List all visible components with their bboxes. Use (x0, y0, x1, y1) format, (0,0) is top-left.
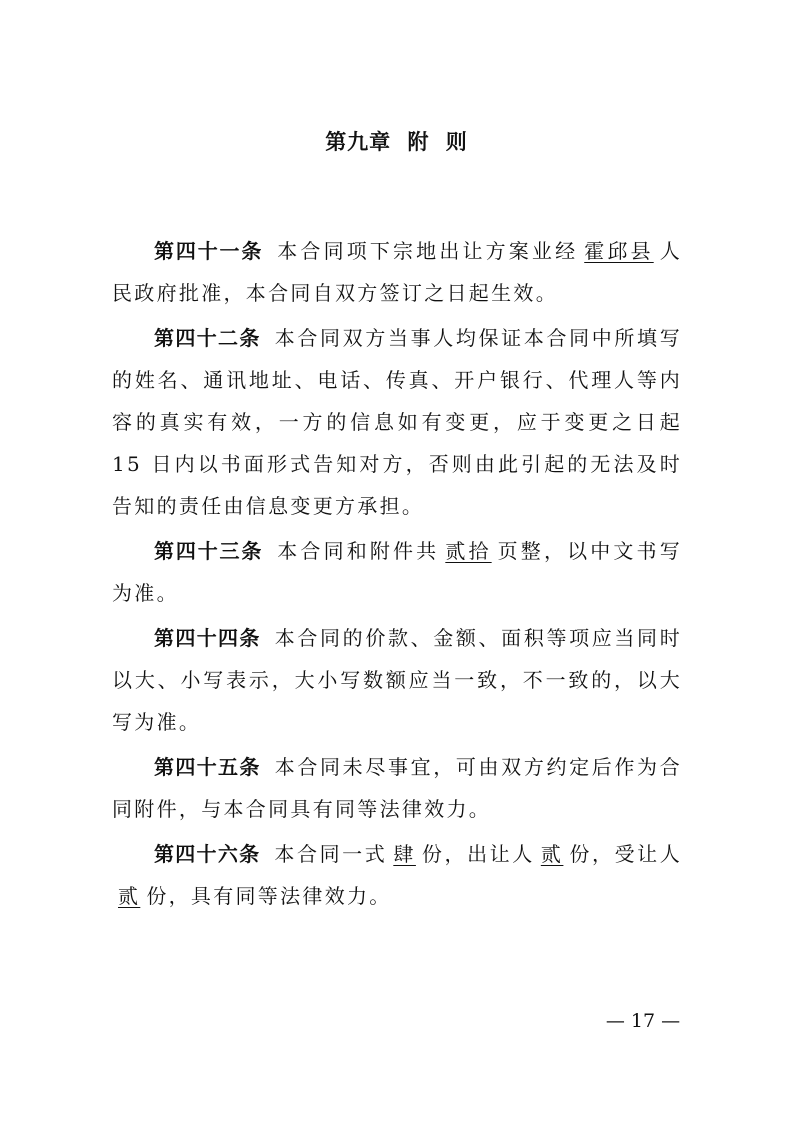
clause-number: 第四十二条 (154, 326, 261, 350)
filled-blank: 贰拾 (445, 539, 492, 563)
clause-44 (112, 617, 682, 743)
clause-43 (112, 530, 682, 614)
clause-text: 本合同的价款、金额、面积等项应当同时以大、小写表示，大小写数额应当一致，不一致的，以大写为准。 (112, 626, 683, 734)
clause-text: 本合同和附件共 (277, 539, 440, 563)
clause-number: 第四十一条 (154, 239, 264, 263)
clause-46 (112, 833, 682, 917)
clause-45 (112, 746, 682, 830)
clause-text: 本合同双方当事人均保证本合同中所填写的姓名、通讯地址、电话、传真、开户银行、代理人等内容的真实有效，一方的信息如有变更，应于变更之日起 15 日内以书面形式告知对方，否则由此引起的无法及时告知的责任由信息变更方承担。 (112, 326, 683, 518)
clause-number: 第四十五条 (154, 755, 261, 779)
page-number: — 17 — (605, 1010, 681, 1032)
filled-blank: 贰 (118, 884, 141, 908)
clause-number: 第四十四条 (154, 626, 261, 650)
clause-41 (112, 230, 682, 314)
clause-text: 本合同项下宗地出让方案业经 (277, 239, 579, 263)
clause-text: 份，受让人 (569, 842, 683, 866)
clause-text: 本合同一式 (274, 842, 388, 866)
page-title: 第九章 附 则 (325, 130, 468, 154)
clause-number: 第四十六条 (154, 842, 261, 866)
clause-text: 人民政府批准，本合同自双方签订之日起生效。 (112, 239, 683, 305)
clause-number: 第四十三条 (154, 539, 264, 563)
clause-text: 份，具有同等法律效力。 (146, 884, 392, 908)
clause-text: 本合同未尽事宜，可由双方约定后作为合同附件，与本合同具有同等法律效力。 (112, 755, 683, 821)
contract-body (112, 230, 682, 920)
clause-text: 页整，以中文书写为准。 (112, 539, 682, 605)
filled-blank: 贰 (540, 842, 564, 866)
clause-text: 份，出让人 (421, 842, 535, 866)
filled-blank: 霍邱县 (584, 239, 654, 263)
filled-blank: 肆 (393, 842, 416, 866)
clause-42 (112, 317, 682, 527)
